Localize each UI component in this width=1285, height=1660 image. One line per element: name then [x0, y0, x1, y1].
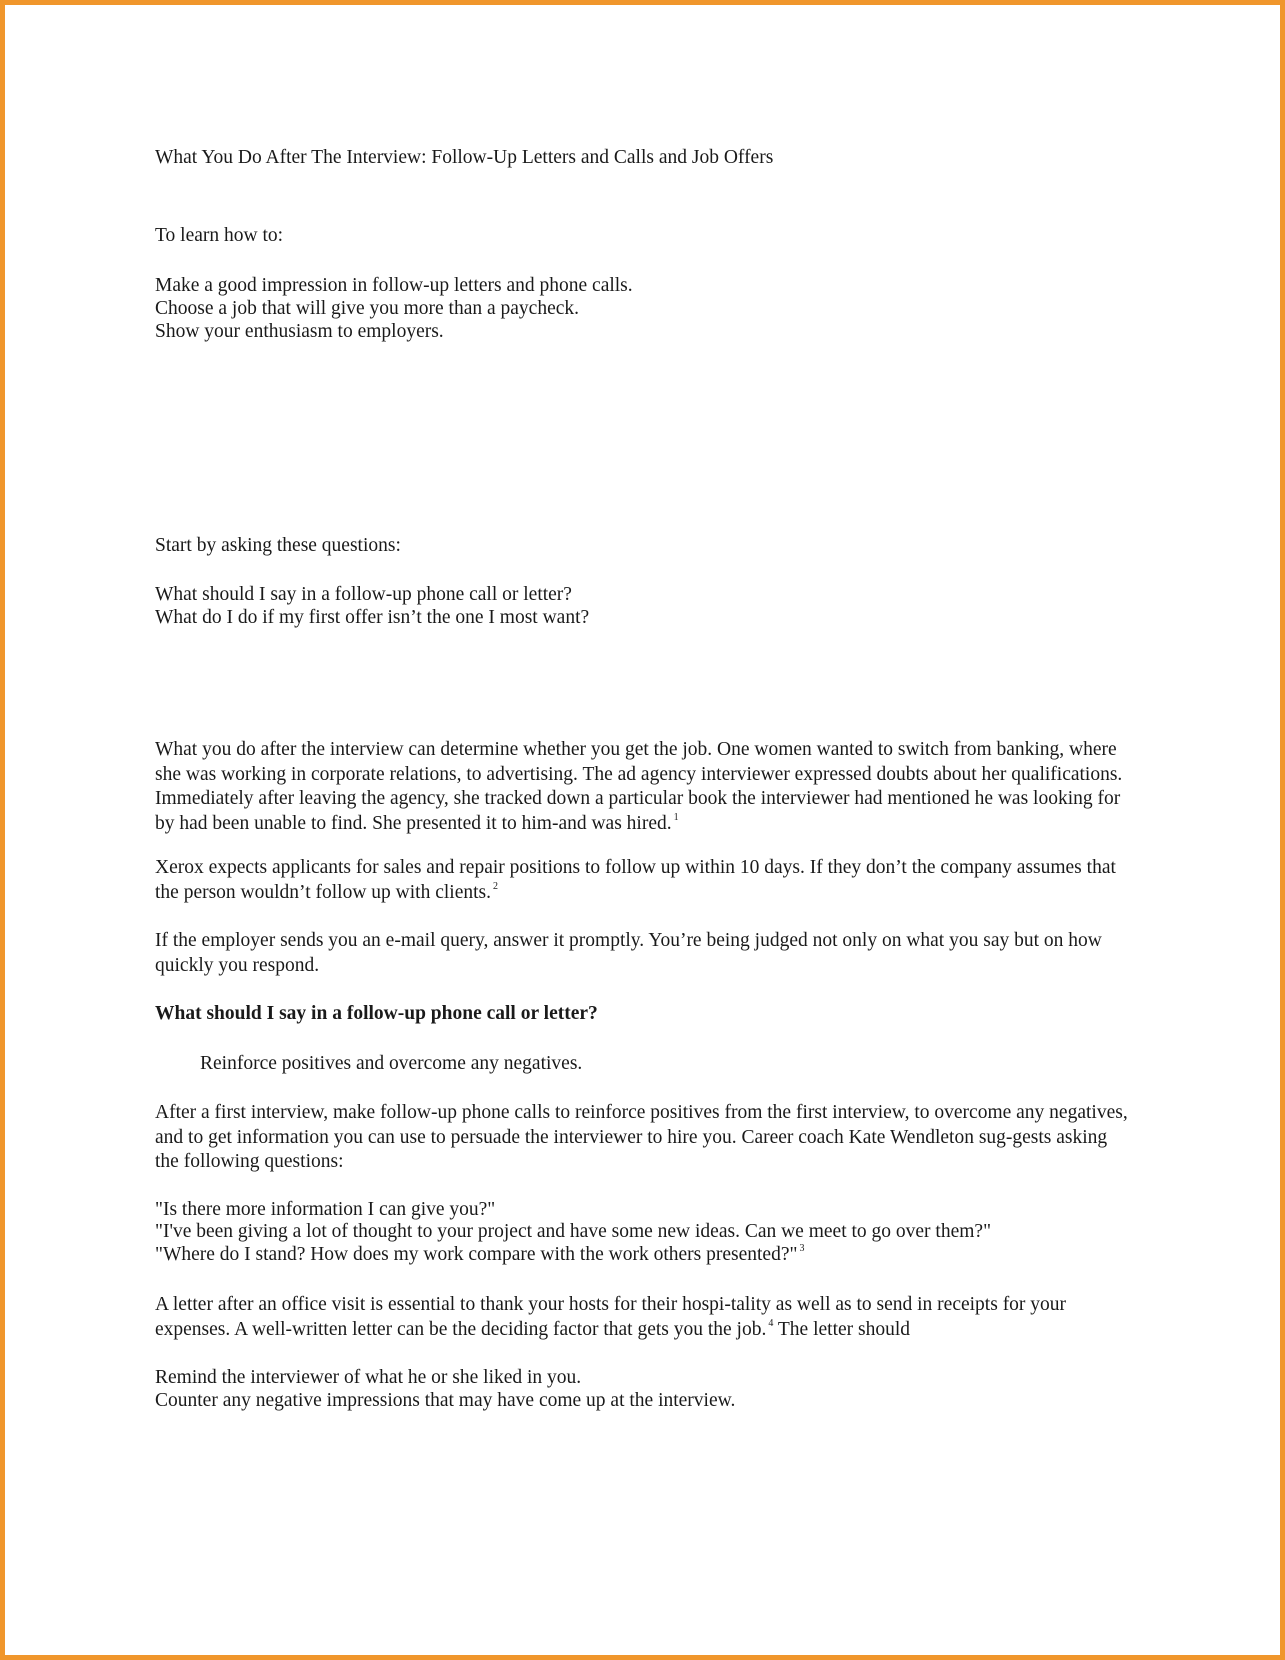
paragraph-intro-story	[155, 738, 1135, 836]
paragraph-text: After a first interview, make follow-up phone calls to reinforce positives from the first interview, to overcome any negatives, and to get information you can use to persuade the interviewer to hire you. Career coach Kate Wendleton sug-gests asking the following questions:	[155, 1102, 1128, 1173]
paragraph-email	[155, 929, 1135, 978]
paragraph-xerox	[155, 856, 1135, 905]
learn-item: Show your enthusiasm to employers.	[155, 321, 444, 342]
paragraph-letter	[155, 1293, 1135, 1342]
closing-item: Remind the interviewer of what he or she liked in you.	[155, 1367, 582, 1388]
questions-intro: Start by asking these questions:	[155, 535, 401, 556]
paragraph-text: A letter after an office visit is essential to thank your hosts for their hospi-tality as well as to send in receipts for your expenses. A well-written letter can be the deciding factor that gets you the job.	[155, 1294, 1067, 1340]
learn-item: Choose a job that will give you more than a paycheck.	[155, 298, 580, 319]
quote-text: "Where do I stand? How does my work compare with the work others presented?"	[155, 1244, 798, 1265]
question-item: What do I do if my first offer isn’t the one I most want?	[155, 607, 590, 628]
quote-item: "Is there more information I can give you?"	[155, 1199, 496, 1220]
closing-item: Counter any negative impressions that may have come up at the interview.	[155, 1390, 736, 1411]
quote-item	[155, 1243, 804, 1268]
footnote-marker: 3	[799, 1243, 805, 1254]
footnote-marker: 2	[492, 880, 498, 892]
question-item: What should I say in a follow-up phone call or letter?	[155, 584, 572, 605]
paragraph-text: If the employer sends you an e-mail query, answer it promptly. You’re being judged not only on what you say but on how quickly you respond.	[155, 930, 1102, 976]
learn-intro: To learn how to:	[155, 225, 284, 246]
document-title: What You Do After The Interview: Follow-Up Letters and Calls and Job Offers	[155, 147, 774, 168]
quote-item: "I've been giving a lot of thought to your project and have some new ideas. Can we meet to go over them?"	[155, 1221, 992, 1242]
paragraph-text-continued: The letter should	[773, 1318, 911, 1340]
section-heading: What should I say in a follow-up phone call or letter?	[155, 1003, 598, 1024]
paragraph-text: What you do after the interview can determine whether you get the job. One women wanted to switch from banking, where she was working in corporate relations, to advertising. The ad agency interviewer expressed doubts about her qualifications. Immediately after leaving the agency, she tracked down a particular book the interviewer had mentioned he was looking for by had been unable to find. She presented it to him-and was hired.	[155, 739, 1123, 834]
paragraph-follow-up-calls	[155, 1101, 1135, 1175]
section-subheading: Reinforce positives and overcome any negatives.	[200, 1053, 583, 1074]
footnote-marker: 4	[768, 1317, 774, 1329]
footnote-marker: 1	[673, 811, 679, 823]
learn-item: Make a good impression in follow-up letters and phone calls.	[155, 275, 633, 296]
paragraph-text: Xerox expects applicants for sales and repair positions to follow up within 10 days. If they don’t the company assumes that the person wouldn’t follow up with clients.	[155, 857, 1116, 903]
